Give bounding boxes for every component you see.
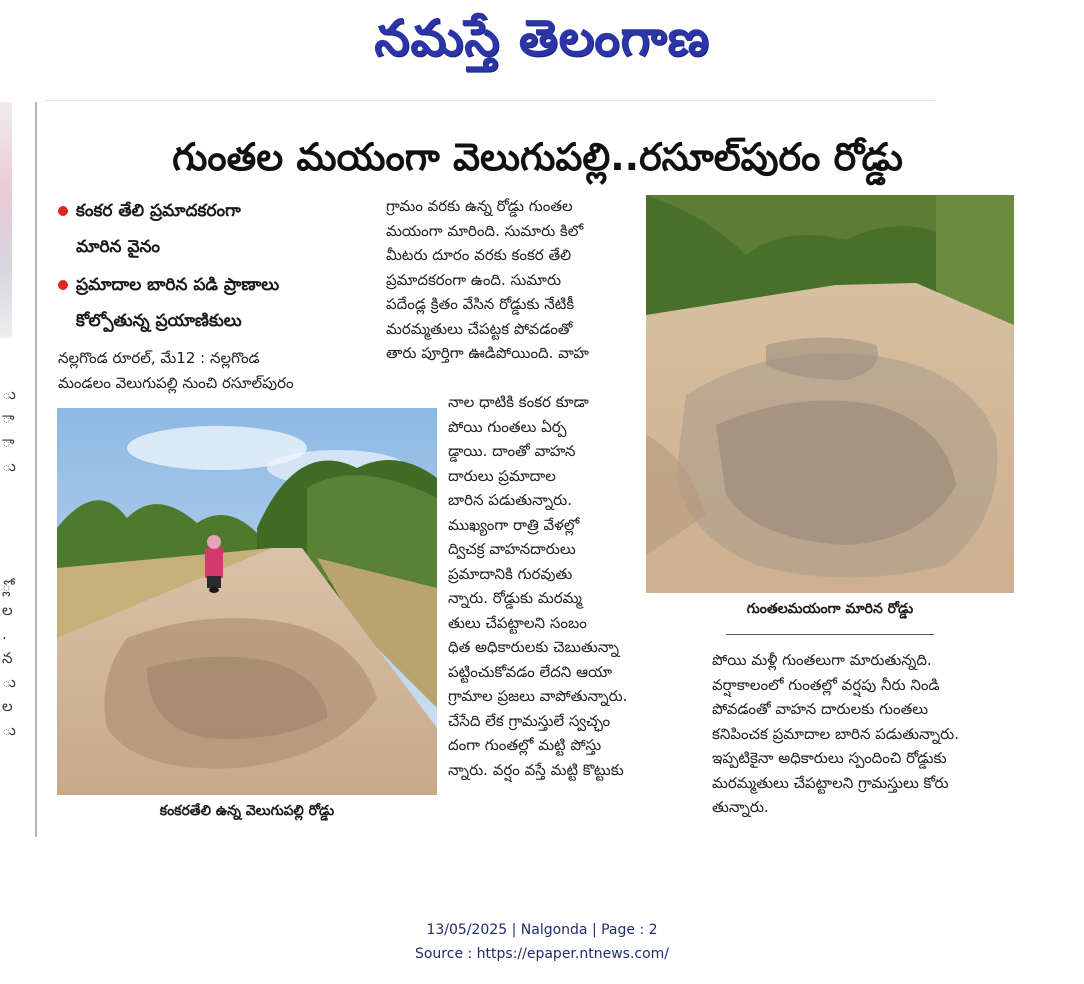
text-line: న్నారు. వర్షం వస్తే మట్టి కొట్టుకు [448, 760, 624, 779]
text-line: నల్లగొండ రూరల్, మే12 : నల్లగొండ [58, 349, 260, 367]
masthead-divider [45, 100, 935, 101]
text-line: దంగా గుంతల్లో మట్టి పోస్తు [448, 736, 602, 754]
bullet-2-line-1: ప్రమాదాల బారిన పడి ప్రాణాలు [76, 275, 280, 295]
text-line: కనిపించక ప్రమాదాల బారిన పడుతున్నారు. [712, 724, 959, 743]
caption-divider [726, 634, 934, 635]
text-line: మరమ్మతులు చేపట్టక పోవడంతో [386, 319, 573, 338]
edge-char: ా [2, 409, 15, 427]
edge-char: ్లో [2, 577, 11, 595]
road-photo-potholes [646, 195, 1014, 593]
text-line: మరమ్మతులు చేపట్టాలని గ్రామస్తులు కోరు [712, 773, 949, 792]
edge-char: ల [2, 697, 13, 715]
bullet-1-line-2: మారిన వైనం [76, 237, 161, 257]
edge-char: ా [2, 433, 15, 451]
bullet-dot [58, 206, 68, 216]
edge-char: ు [2, 673, 16, 691]
text-line: దారులు ప్రమాదాల [448, 466, 556, 485]
article-column-2 [386, 194, 686, 366]
text-line: పోయి మళ్లీ గుంతలుగా మారుతున్నది. [712, 651, 932, 669]
text-line: తారు పూర్తిగా ఊడిపోయింది. వాహ [386, 344, 589, 362]
road-photo-motorbike [57, 408, 437, 795]
text-line: తున్నారు. [712, 798, 769, 816]
text-line: నాల ధాటికి కంకర కూడా [448, 393, 589, 411]
edition-info: 13/05/2025 | Nalgonda | Page : 2 [426, 922, 658, 938]
text-line: తులు చేపట్టాలని సంబం [448, 613, 587, 632]
text-line: పట్టించుకోవడం లేదని ఆయా [448, 662, 613, 681]
dateline-paragraph [58, 346, 360, 395]
text-line: పోయి గుంతలు ఏర్ప [448, 417, 567, 436]
text-line: ధిత అధికారులకు చెబుతున్నా [448, 638, 619, 656]
text-line: ప్రమాదకరంగా ఉంది. సుమారు [386, 270, 562, 289]
bullet-1-line-1: కంకర తేలి ప్రమాదకరంగా [76, 201, 241, 221]
text-line: గ్రామం వరకు ఉన్న రోడ్డు గుంతల [386, 197, 573, 215]
text-line: పోవడంతో వాహన దారులకు గుంతలు [712, 700, 929, 718]
text-line: ద్విచక్ర వాహనదారులు [448, 540, 576, 558]
neighbour-photo-fragment [0, 102, 12, 338]
edge-char: ు [2, 457, 16, 475]
text-line: న్నారు. రోడ్డుకు మరమ్మ [448, 589, 583, 607]
text-line: ఇప్పటికైనా అధికారులు స్పందించి రోడ్డుకు [712, 749, 947, 767]
text-line: బారిన పడుతున్నారు. [448, 491, 573, 509]
edge-char: . [2, 625, 7, 643]
edge-char: న [2, 649, 13, 667]
edge-char: ు [2, 385, 16, 403]
text-line: పదేండ్ల క్రితం వేసిన రోడ్డుకు నేటికీ [386, 295, 575, 313]
bullet-2-line-2: కోల్పోతున్న ప్రయాణికులు [76, 311, 242, 331]
neighbour-column-fragment [2, 382, 16, 742]
edge-char: ు [2, 721, 16, 739]
text-line: వర్షాకాలంలో గుంతల్లో వర్షపు నీరు నిండి [712, 675, 940, 694]
column-divider [35, 102, 37, 837]
text-line: చేసేది లేక గ్రామస్తులే స్వచ్ఛం [448, 711, 611, 730]
article-headline: గుంతల మయంగా వెలుగుపల్లి..రసూల్‌పురం రోడ్డు [172, 135, 903, 179]
text-line: మీటరు దూరం వరకు కంకర తేలి [386, 246, 572, 264]
photo-1-caption: కంకరతేలి ఉన్న వెలుగుపల్లి రోడ్డు [159, 803, 335, 819]
text-line: ముఖ్యంగా రాత్రి వేళల్లో [448, 515, 580, 534]
photo-2-caption: గుంతలమయంగా మారిన రోడ్డు [746, 601, 914, 617]
text-line: ప్రమాదానికి గురవుతు [448, 564, 573, 583]
article-column-3 [712, 648, 1016, 820]
text-line: మండలం వెలుగుపల్లి నుంచి రసూల్‌పురం [58, 373, 294, 392]
text-line: డ్డాయి. దాంతో వాహన [448, 442, 576, 460]
bullet-dot [58, 280, 68, 290]
text-line: గ్రామాల ప్రజలు వాపోతున్నారు. [448, 687, 628, 705]
text-line: మయంగా మారింది. సుమారు కిలో [386, 221, 584, 240]
edge-char: ల [2, 601, 13, 619]
newspaper-masthead: నమస్తే తెలంగాణ [374, 8, 710, 67]
source-url: Source : https://epaper.ntnews.com/ [414, 946, 670, 962]
